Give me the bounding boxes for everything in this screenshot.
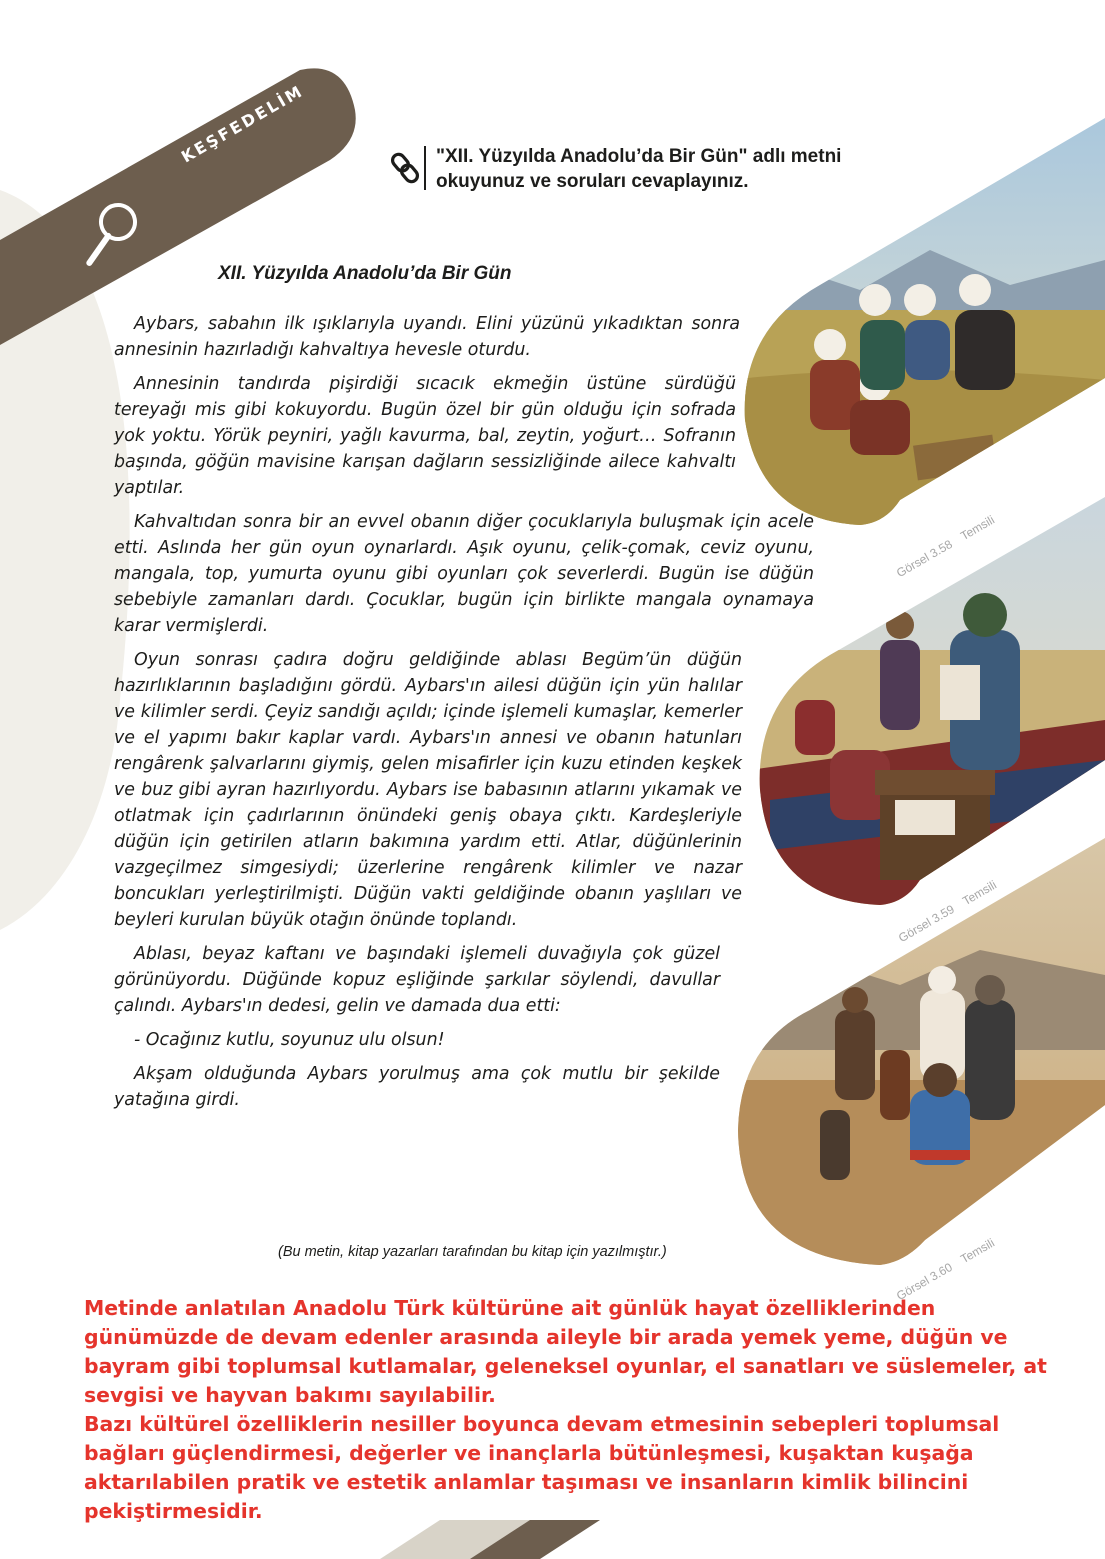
answer-paragraph-1: Metinde anlatılan Anadolu Türk kültürüne ait günlük hayat özelliklerinden günümüzde de devam edenler arasında aileyle bir arada yemek yeme, düğün ve bayram gibi toplumsal kutlamalar, geleneksel oyunlar, el sanatları ve süslemeler, at sevgisi ve hayvan bakımı sayılabilir. xyxy=(84,1296,1047,1407)
story-paragraph-4: Oyun sonrası çadıra doğru geldiğinde ablası Begüm’ün düğün hazırlıklarının başladığını gördü. Aybars'ın ailesi düğün için yün halılar ve kilimler serdi. Çeyiz sandığı açıldı; içinde işlemeli kumaşlar, kemerler ve el yapımı bakır kaplar vardı. Aybars'ın annesi ve obanın hatunları rengârenk şalvarlarını giymiş, gelen misafirler için kuzu etinden keşkek ve buz gibi ayran hazırlıyordu. Aybars ise babasının atlarını yıkamak ve otlatmak için çadırlarının önündeki geniş obaya çıktı. Kardeşleriyle düğün için getirilen atların bakımına yardım etti. Atlar, düğünlerinin vazgeçilmez simgesiydi; üzerlerine rengârenk kilimler ve nazar boncukları yerleştirilmişti. Düğün vakti geldiğinde obanın yaşlıları ve beyleri kurulan büyük otağın önünde toplandı. xyxy=(114,650,742,930)
caption-label-1: Görsel 3.58 xyxy=(894,536,955,581)
story-paragraph-2: Annesinin tandırda pişirdiği sıcacık ekmeğin üstüne sürdüğü tereyağı mis gibi kokuyordu. Bugün özel bir gün olduğu için sofrada yok yoktu. Yörük peyniri, yağlı kavurma, bal, zeytin, yoğurt… Sofranın başında, göğün mavisine karışan dağların sessizliğinde ailece kahvaltı yaptılar. xyxy=(114,374,736,498)
answer-block xyxy=(84,1294,1064,1526)
caption-label-2: Görsel 3.59 xyxy=(896,901,957,946)
story-paragraph-5: Ablası, beyaz kaftanı ve başındaki işlemeli duvağıyla çok güzel görünüyordu. Düğünde kopuz eşliğinde şarkılar söylendi, davullar çalındı. Aybars'ın dedesi, gelin ve damada dua etti: xyxy=(114,944,720,1016)
instruction-line-2: okuyunuz ve soruları cevaplayınız. xyxy=(436,171,749,192)
story-paragraph-6: - Ocağınız kutlu, soyunuz ulu olsun! xyxy=(134,1030,445,1050)
story-paragraph-1: Aybars, sabahın ilk ışıklarıyla uyandı. Elini yüzünü yıkadıktan sonra annesinin hazırladığı kahvaltıya hevesle oturdu. xyxy=(114,314,740,360)
story-paragraph-3: Kahvaltıdan sonra bir an evvel obanın diğer çocuklarıyla buluşmak için acele etti. Aslında her gün oyun oynarlardı. Aşık oyunu, çelik-çomak, ceviz oyunu, mangala, top, yumurta oyunu gibi oyunları çok severlerdi. Bugün ise düğün sebebiyle zamanları dardı. Çocuklar, bugün için birlikte mangala oynamaya karar vermişlerdi. xyxy=(114,512,814,636)
image-children-playing xyxy=(730,110,1105,530)
caption-tag-1: Temsili xyxy=(958,512,997,544)
story-title: XII. Yüzyılda Anadolu’da Bir Gün xyxy=(218,263,512,284)
caption-tag-2: Temsili xyxy=(960,877,999,909)
image-wedding-procession xyxy=(730,830,1105,1270)
caption-label-3: Görsel 3.60 xyxy=(894,1259,955,1304)
instruction-line-1: "XII. Yüzyılda Anadolu’da Bir Gün" adlı metni xyxy=(436,146,842,167)
source-note: (Bu metin, kitap yazarları tarafından bu kitap için yazılmıştır.) xyxy=(278,1244,667,1260)
caption-tag-3: Temsili xyxy=(958,1235,997,1267)
banner-label: KEŞFEDELİM xyxy=(178,81,308,167)
story-paragraph-7: Akşam olduğunda Aybars yorulmuş ama çok mutlu bir şekilde yatağına girdi. xyxy=(114,1064,720,1110)
answer-paragraph-2: Bazı kültürel özelliklerin nesiller boyunca devam etmesinin sebepleri toplumsal bağları güçlendirmesi, değerler ve inançlarla bütünleşmesi, kuşaktan kuşağa aktarılabilen pratik ve estetik anlamlar taşıması ve insanların kimlik bilincini pekiştirmesidir. xyxy=(84,1412,1000,1523)
